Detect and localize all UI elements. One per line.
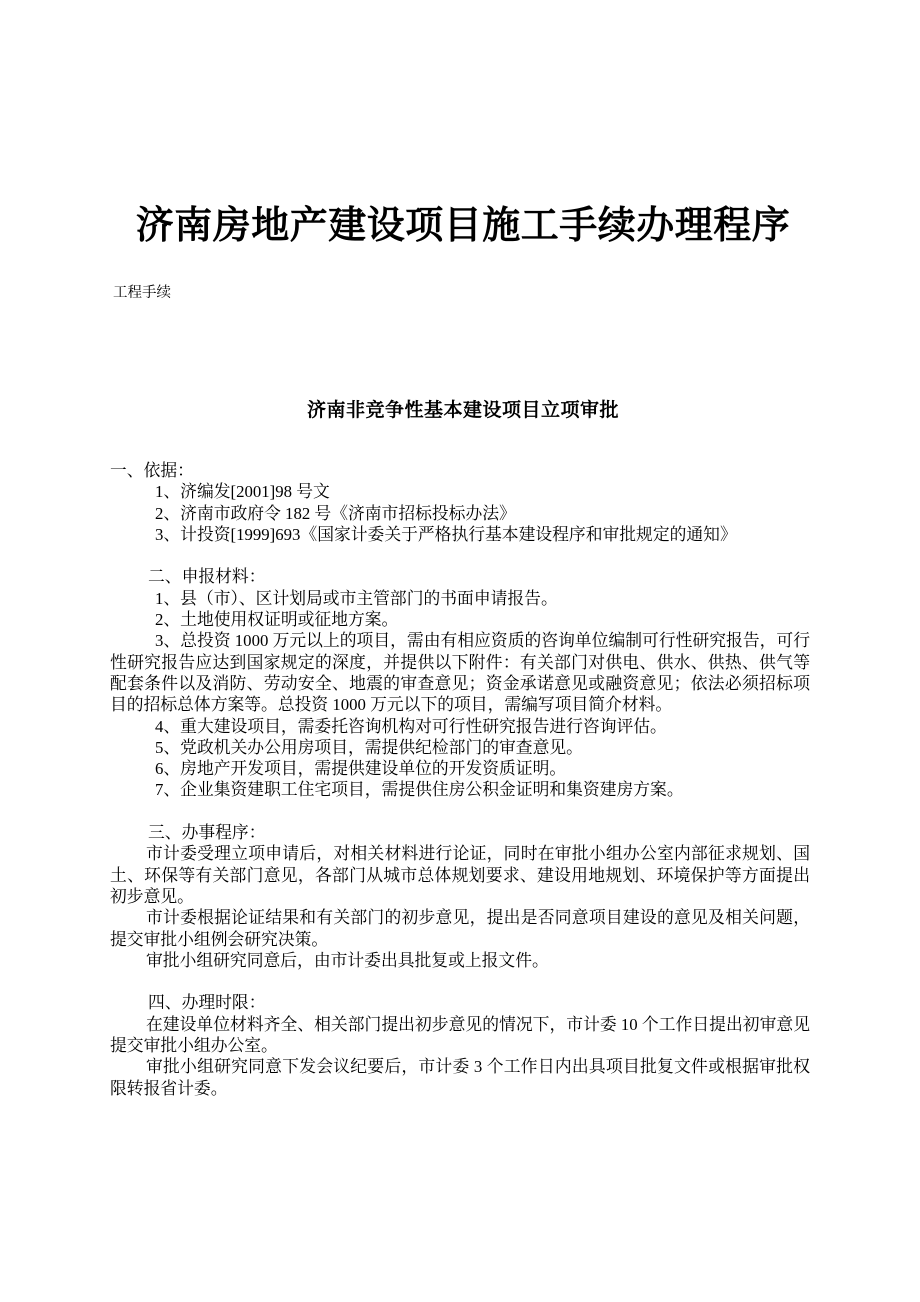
list-item: 6、房地产开发项目，需提供建设单位的开发资质证明。: [155, 759, 567, 779]
list-item: 2、济南市政府令 182 号《济南市招标投标办法》: [155, 503, 516, 523]
list-item: 5、党政机关办公用房项目，需提供纪检部门的审查意见。: [155, 737, 583, 757]
paragraph-spacer: [110, 801, 810, 822]
list-item: 1、县（市）、区计划局或市主管部门的书面申请报告。: [155, 588, 558, 608]
section-heading-procedure: 三、办事程序：: [148, 823, 266, 843]
section-heading-materials: 二、申报材料：: [148, 567, 266, 587]
list-item: 4、重大建设项目，需委托咨询机构对可行性研究报告进行咨询评估。: [155, 716, 667, 736]
list-item: 2、土地使用权证明或征地方案。: [155, 610, 399, 630]
document-body: [110, 460, 810, 1099]
paragraph-spacer: [110, 545, 810, 566]
list-item: 1、济编发[2001]98 号文: [155, 482, 330, 502]
section-heading-timeline: 四、办理时限：: [148, 993, 266, 1013]
section-heading-basis: 一、依据：: [110, 461, 194, 480]
paragraph: 市计委根据论证结果和有关部门的初步意见，提出是否同意项目建设的意见及相关问题，提交审批小组例会研究决策。: [110, 908, 810, 949]
list-item: 7、企业集资建职工住宅项目，需提供住房公积金证明和集资建房方案。: [155, 780, 684, 800]
paragraph: 市计委受理立项申请后，对相关材料进行论证，同时在审批小组办公室内部征求规划、国土、环保等有关部门意见，各部门从城市总体规划要求、建设用地规划、环境保护等方面提出初步意见。: [110, 844, 810, 906]
paragraph: 审批小组研究同意下发会议纪要后，市计委 3 个工作日内出具项目批复文件或根据审批权限转报省计委。: [110, 1057, 810, 1098]
page-title: 济南房地产建设项目施工手续办理程序: [135, 205, 791, 248]
document-category-label: 工程手续: [113, 285, 171, 301]
paragraph-spacer: [110, 971, 810, 992]
paragraph: 审批小组研究同意后，由市计委出具批复或上报文件。: [146, 950, 549, 970]
paragraph: 在建设单位材料齐全、相关部门提出初步意见的情况下，市计委 10 个工作日提出初审意见提交审批小组办公室。: [110, 1014, 810, 1056]
section-heading: 济南非竞争性基本建设项目立项审批: [306, 399, 619, 421]
list-item: 3、总投资 1000 万元以上的项目，需由有相应资质的咨询单位编制可行性研究报告，可行性研究报告应达到国家规定的深度，并提供以下附件：有关部门对供电、供水、供热、供气等配套条件以及消防、劳动安全、地震的审查意见；资金承诺意见或融资意见；依法必须招标项目的招标总体方案等。总投资 1000 万元以下的项目，需编写项目简介材料。: [110, 631, 810, 715]
list-item: 3、计投资[1999]693《国家计委关于严格执行基本建设程序和审批规定的通知》: [155, 524, 737, 544]
